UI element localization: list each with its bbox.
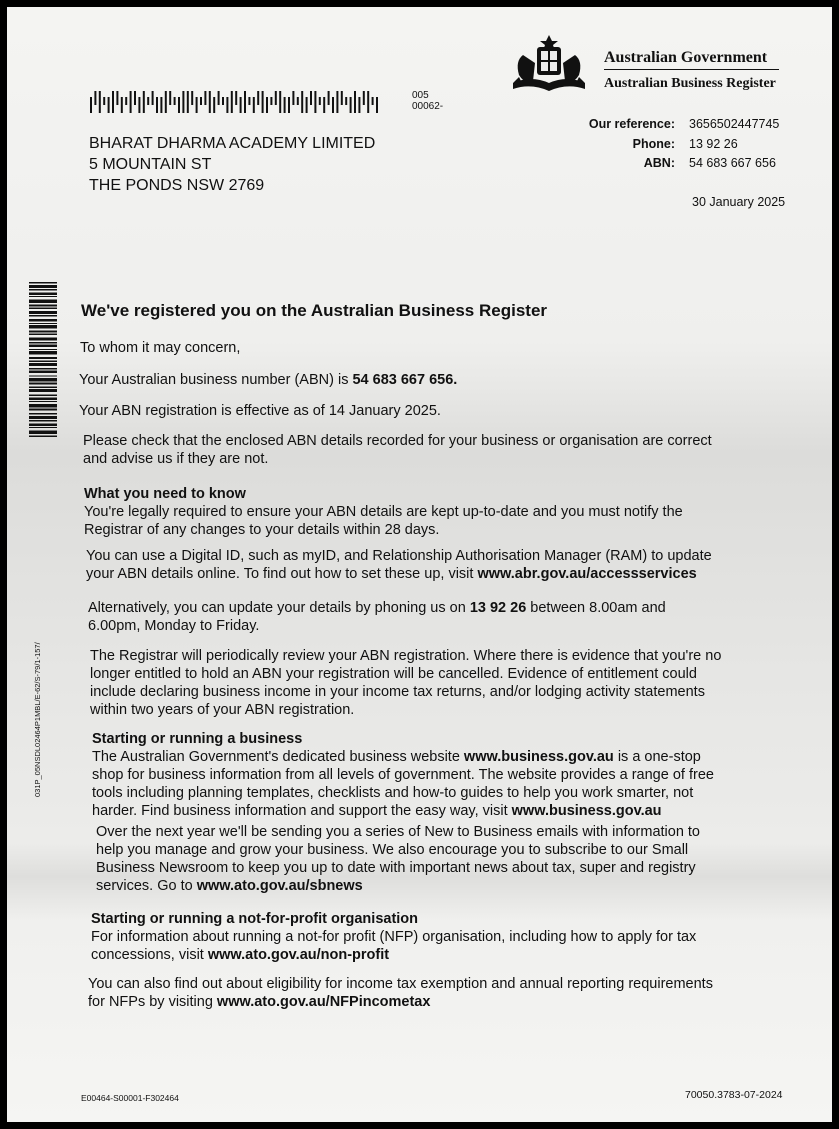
phone-label: Phone: — [632, 136, 675, 151]
salutation: To whom it may concern, — [80, 340, 241, 356]
phone-line-1b: between 8.00am and — [526, 600, 666, 616]
business-section — [92, 730, 714, 820]
know-line-1: You're legally required to ensure your ABN details are kept up-to-date and you must notify the — [84, 504, 683, 520]
effective-date: Your ABN registration is effective as of 14 January 2025. — [79, 403, 441, 419]
check-paragraph — [83, 432, 712, 468]
emails-line-4: services. Go to — [96, 878, 197, 894]
know-heading: What you need to know — [84, 486, 246, 502]
emails-line-1: Over the next year we'll be sending you a series of New to Business emails with information to — [96, 824, 701, 840]
abn-statement-text: Your Australian business number (ABN) is — [79, 372, 353, 388]
digital-paragraph — [86, 547, 712, 583]
recipient-address — [89, 133, 375, 196]
recipient-street: 5 MOUNTAIN ST — [89, 156, 212, 173]
our-reference-value: 3656502447745 — [689, 117, 780, 131]
letter-title: We've registered you on the Australian Business Register — [81, 301, 548, 320]
business-link-1[interactable]: www.business.gov.au — [463, 749, 614, 765]
phone-value: 13 92 26 — [689, 136, 738, 151]
phone-paragraph — [88, 599, 666, 635]
coat-of-arms-icon — [509, 33, 589, 97]
nfp-heading: Starting or running a not-for-profit organisation — [91, 911, 419, 927]
mail-code-2: 00062- — [412, 101, 444, 112]
business-link-2[interactable]: www.business.gov.au — [511, 803, 662, 819]
abn-number: 54 683 667 656. — [352, 372, 458, 388]
gov-name: Australian Government — [604, 49, 768, 66]
letter-date: 30 January 2025 — [692, 195, 786, 209]
business-line-4a: harder. Find business information and support the easy way, visit — [92, 803, 512, 819]
nfp-line-1: For information about running a not-for profit (NFP) organisation, including how to apply for tax — [91, 929, 697, 945]
business-heading: Starting or running a business — [92, 731, 303, 747]
footer-code-right: 70050.3783-07-2024 — [685, 1089, 783, 1101]
phone-line-2: 6.00pm, Monday to Friday. — [88, 618, 260, 634]
side-barcode — [29, 282, 57, 437]
nfp-income-tax-link[interactable]: www.ato.gov.au/NFPincometax — [216, 994, 431, 1010]
nfp-section — [91, 910, 696, 964]
non-profit-link[interactable]: www.ato.gov.au/non-profit — [207, 947, 390, 963]
business-line-1b: is a one-stop — [613, 749, 701, 765]
postal-barcode — [90, 89, 390, 113]
abn-value: 54 683 667 656 — [689, 156, 776, 170]
letterhead-rule — [604, 69, 779, 70]
mail-codes — [412, 90, 443, 112]
business-line-1a: The Australian Government's dedicated business website — [92, 749, 464, 765]
review-paragraph — [90, 647, 721, 719]
emails-line-2: help you manage and grow your business. We also encourage you to subscribe to our Small — [96, 842, 689, 858]
sbnews-link[interactable]: www.ato.gov.au/sbnews — [196, 878, 363, 894]
emails-line-3: Business Newsroom to keep you up to date with important news about tax, super and registry — [96, 860, 696, 876]
letter-page — [7, 7, 832, 1122]
review-line-4: within two years of your ABN registration. — [90, 702, 355, 718]
business-line-2: shop for business information from all levels of government. The website provides a range of free — [92, 767, 714, 783]
access-services-link[interactable]: www.abr.gov.au/accessservices — [477, 566, 697, 582]
check-line-1: Please check that the enclosed ABN details recorded for your business or organisation are correct — [83, 433, 712, 449]
emails-paragraph — [96, 823, 700, 895]
business-line-3: tools including planning templates, checklists and how-to guides to help you work smarter, not — [92, 785, 694, 801]
review-line-3: include declaring business income in your income tax returns, and/or lodging activity statements — [90, 684, 705, 700]
mail-code-1: 005 — [412, 90, 429, 101]
know-section — [84, 485, 683, 539]
recipient-name: BHARAT DHARMA ACADEMY LIMITED — [89, 135, 376, 152]
nfp-line-2: concessions, visit — [91, 947, 208, 963]
recipient-locality: THE PONDS NSW 2769 — [89, 177, 265, 194]
digital-line-2: your ABN details online. To find out how to set these up, visit — [86, 566, 478, 582]
abn-label: ABN: — [643, 156, 675, 170]
exempt-line-2: for NFPs by visiting — [88, 994, 217, 1010]
know-line-2: Registrar of any changes to your details within 28 days. — [84, 522, 440, 538]
check-line-2: and advise us if they are not. — [83, 451, 269, 467]
footer-code-left: E00464-S00001-F302464 — [81, 1093, 179, 1103]
exempt-line-1: You can also find out about eligibility for income tax exemption and annual reporting requirements — [88, 976, 713, 992]
side-code: 031P_05NSDL02464P1MBL/E-62/S-79/1-157/ — [33, 642, 42, 797]
abn-statement — [79, 371, 457, 389]
exempt-paragraph — [88, 975, 713, 1011]
review-line-1: The Registrar will periodically review your ABN registration. Where there is evidence that you're no — [90, 648, 722, 664]
review-line-2: longer entitled to hold an ABN your registration will be cancelled. Evidence of entitlement could — [90, 666, 697, 682]
our-reference-label: Our reference: — [588, 117, 675, 131]
reference-block — [555, 115, 779, 174]
phone-number: 13 92 26 — [469, 600, 527, 616]
agency-name: Australian Business Register — [604, 76, 776, 91]
digital-line-1: You can use a Digital ID, such as myID, and Relationship Authorisation Manager (RAM) to update — [86, 548, 712, 564]
phone-line-1a: Alternatively, you can update your details by phoning us on — [88, 600, 470, 616]
